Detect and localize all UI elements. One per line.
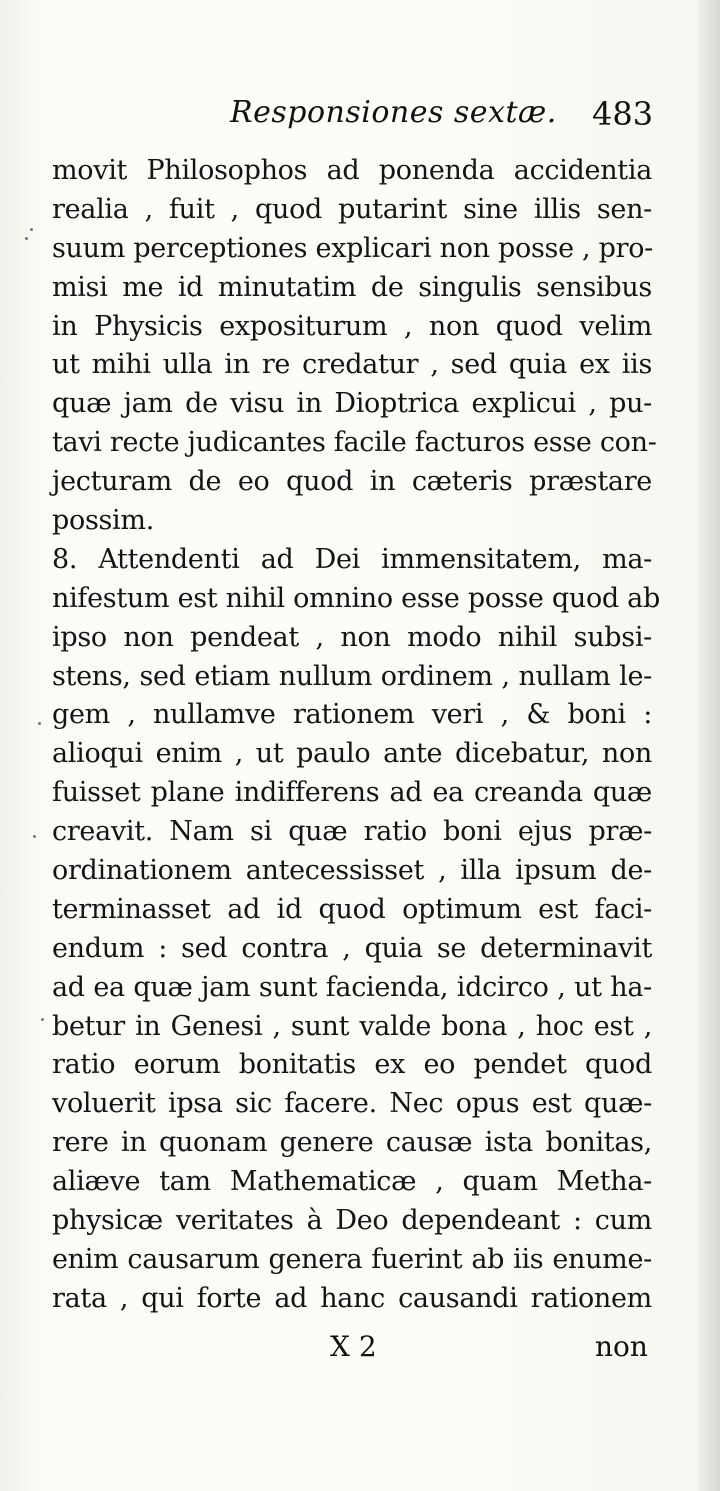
page-number: 483: [592, 95, 654, 133]
text-line: ad ea quæ jam sunt facienda, idcirco , ut ha-: [52, 971, 652, 1003]
text-line: physicæ veritates à Deo dependeant : cum: [52, 1205, 652, 1237]
text-line: ipso non pendeat , non modo nihil subsi-: [52, 621, 652, 653]
text-line: suum perceptiones explicari non posse , pro-: [52, 232, 653, 264]
text-line: aliæve tam Mathematicæ , quam Metha-: [52, 1166, 652, 1198]
paper-speck: [38, 722, 41, 725]
text-line: fuisset plane indifferens ad ea creanda quæ: [52, 777, 652, 809]
text-line: enim causarum genera fuerint ab iis enume-: [52, 1243, 652, 1275]
paper-speck: [25, 237, 28, 240]
text-line: 8. Attendenti ad Dei immensitatem, ma-: [52, 543, 652, 575]
paper-speck: [30, 228, 33, 231]
text-line: rata , qui forte ad hanc causandi rationem: [52, 1282, 652, 1314]
catchword: non: [595, 1330, 648, 1363]
text-line: in Physicis expositurum , non quod velim: [52, 310, 652, 342]
text-line: betur in Genesi , sunt valde bona , hoc est ,: [52, 1010, 652, 1042]
text-line: misi me id minutatim de singulis sensibus: [52, 271, 652, 303]
text-line: tavi recte judicantes facile facturos esse con-: [52, 427, 657, 459]
text-line: ordinationem antecessisset , illa ipsum de-: [52, 855, 652, 887]
text-line: possim.: [52, 505, 154, 537]
running-head: Responsiones sextæ.: [230, 95, 557, 130]
text-line: stens, sed etiam nullum ordinem , nullam le-: [52, 660, 652, 692]
body-text: [52, 152, 660, 1319]
text-line: voluerit ipsa sic facere. Nec opus est quæ-: [52, 1088, 652, 1120]
text-line: endum : sed contra , quia se determinavit: [52, 932, 652, 964]
text-line: nifestum est nihil omnino esse posse quod ab: [52, 582, 660, 614]
text-line: alioqui enim , ut paulo ante dicebatur, non: [52, 738, 652, 770]
text-line: gem , nullamve rationem veri , & boni :: [52, 699, 652, 731]
paper-speck: [33, 835, 36, 838]
text-line: realia , fuit , quod putarint sine illis sen-: [52, 193, 652, 225]
text-line: movit Philosophos ad ponenda accidentia: [52, 155, 652, 186]
signature-mark: X 2: [330, 1330, 377, 1363]
text-line: ut mihi ulla in re credatur , sed quia ex iis: [52, 349, 652, 381]
text-line: creavit. Nam si quæ ratio boni ejus præ-: [52, 816, 652, 848]
text-line: ratio eorum bonitatis ex eo pendet quod: [52, 1049, 652, 1081]
page-footer: [0, 1330, 720, 1370]
text-line: terminasset ad id quod optimum est faci-: [52, 893, 652, 925]
text-line: rere in quonam genere causæ ista bonitas,: [52, 1127, 652, 1159]
text-line: quæ jam de visu in Dioptrica explicui , pu-: [52, 388, 652, 420]
text-line: jecturam de eo quod in cæteris præstare: [52, 466, 652, 498]
page-header: [0, 95, 720, 145]
paper-speck: [41, 1018, 44, 1021]
